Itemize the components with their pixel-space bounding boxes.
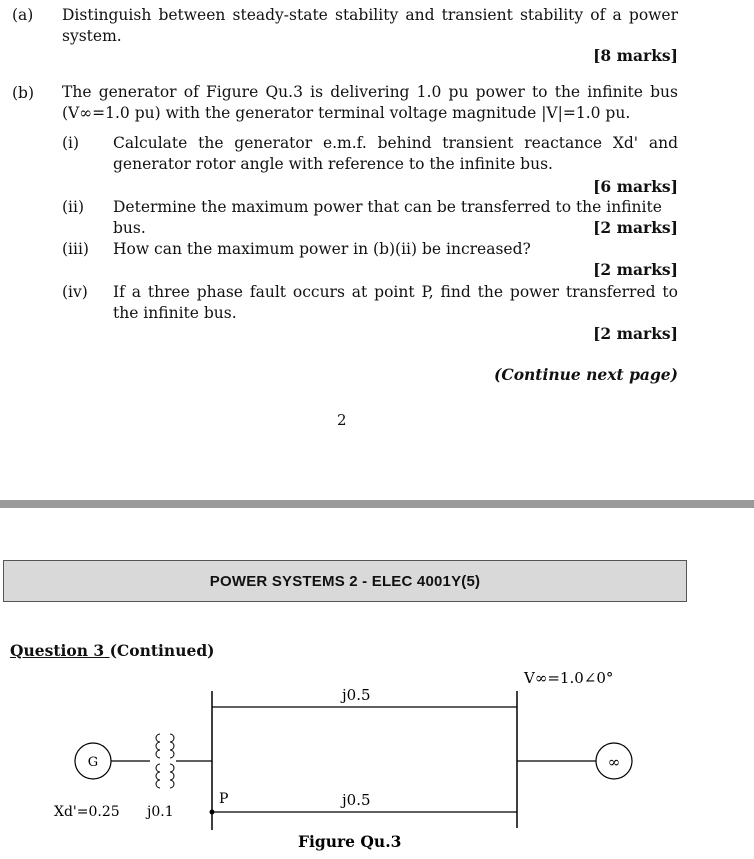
subpart-iii-label: (iii): [62, 240, 89, 258]
page-separator: [0, 500, 754, 508]
subpart-iv-label: (iv): [62, 283, 88, 301]
subpart-iii-marks: [2 marks]: [593, 260, 678, 279]
transformer-reactance: j0.1: [147, 804, 174, 820]
part-b-label: (b): [12, 84, 35, 102]
subpart-ii-label: (ii): [62, 198, 85, 216]
header-title: POWER SYSTEMS 2 - ELEC 4001Y(5): [209, 572, 481, 590]
question-title-continued: (Continued): [109, 641, 215, 660]
infinite-bus-symbol: ∞: [607, 753, 621, 771]
subpart-i-text: Calculate the generator e.m.f. behind transient reactance Xd' and generator rotor angle with reference to the infinite bus.: [113, 134, 678, 173]
page-number: 2: [337, 411, 347, 429]
line-bottom-reactance: j0.5: [342, 791, 371, 809]
generator-symbol: G: [87, 755, 99, 770]
part-a-marks: [8 marks]: [593, 46, 678, 65]
subpart-iv-marks: [2 marks]: [593, 324, 678, 343]
page-header: [3, 560, 687, 602]
figure-caption: Figure Qu.3: [298, 832, 402, 851]
subpart-i-label: (i): [62, 134, 80, 152]
subpart-i-marks: [6 marks]: [593, 177, 678, 196]
xd-label: Xd'=0.25: [54, 804, 120, 820]
fault-point-label: P: [219, 791, 229, 807]
subpart-iv-text: If a three phase fault occurs at point P, find the power transferred to the infinite bus.: [113, 283, 678, 322]
line-top-reactance: j0.5: [342, 686, 371, 704]
part-b-text: The generator of Figure Qu.3 is delivering 1.0 pu power to the infinite bus (V∞=1.0 pu) with the generator terminal voltage magnitude |V|=1.0 pu.: [62, 83, 678, 122]
subpart-ii-marks: [2 marks]: [593, 218, 678, 237]
subpart-ii-text: Determine the maximum power that can be transferred to the infinite bus.: [113, 198, 662, 237]
question-title-main: Question 3: [10, 641, 110, 660]
subpart-iii-text: How can the maximum power in (b)(ii) be increased?: [113, 240, 531, 258]
part-a-text: Distinguish between steady-state stability and transient stability of a power system.: [62, 6, 678, 45]
figure-qu3: [0, 660, 754, 859]
fault-point-marker: [210, 810, 215, 815]
transformer-icon: [156, 734, 174, 788]
question-title: [10, 641, 215, 660]
vinf-label: V∞=1.0∠0°: [524, 669, 614, 687]
part-a-label: (a): [12, 6, 34, 24]
continue-note: (Continue next page): [494, 365, 678, 384]
